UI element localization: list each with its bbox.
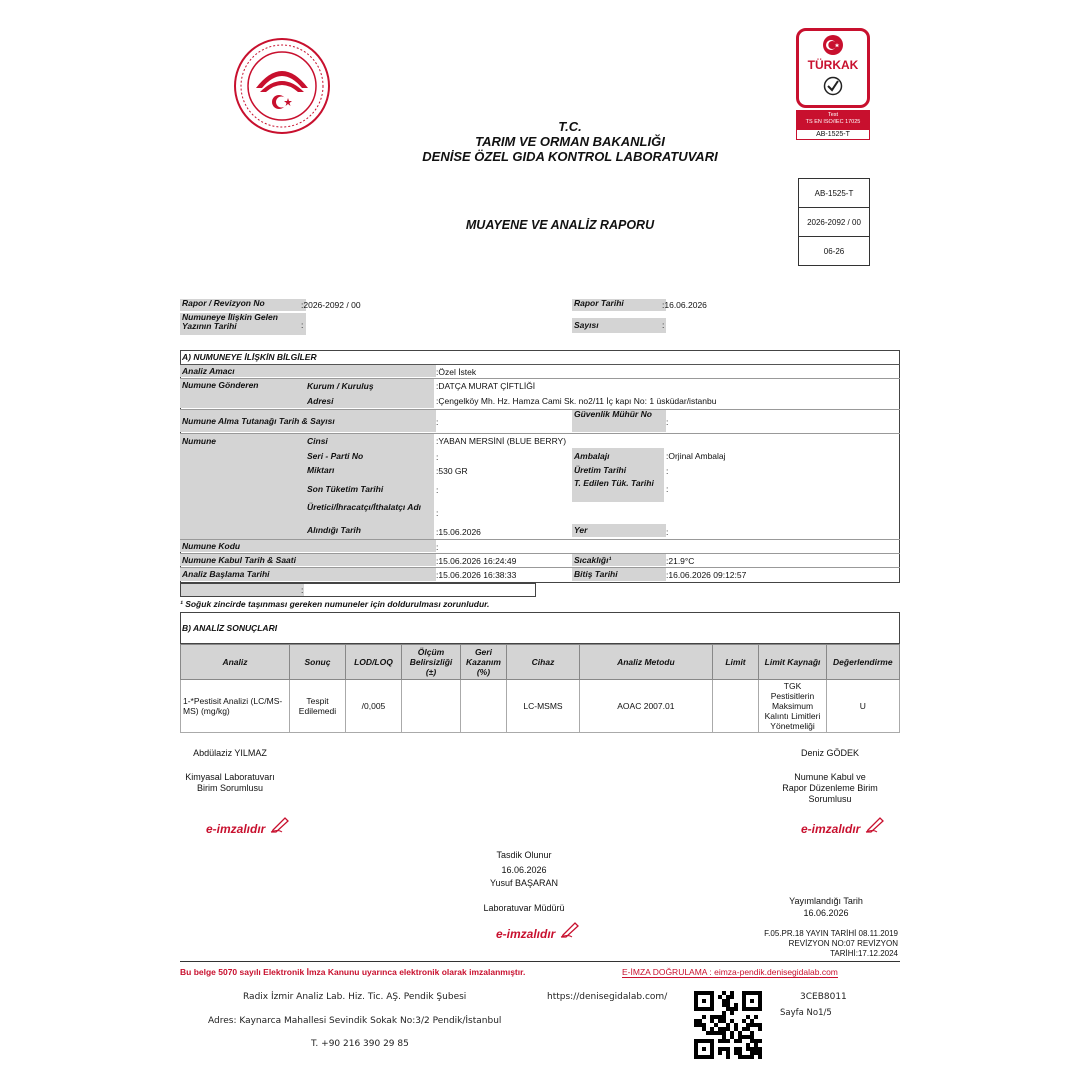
numune-kodu-label: Numune Kodu [180, 540, 436, 552]
cell-geri-kazanim [461, 680, 507, 733]
sicaklik-value: :21.9°C [666, 556, 695, 566]
pen-icon [560, 920, 580, 938]
miktar-label: Miktarı [307, 465, 335, 475]
revision-line3: TARİHİ:17.12.2024 [830, 949, 898, 958]
adres-label: Adresi [307, 396, 334, 406]
cell-analiz-metodu: AOAC 2007.01 [580, 680, 712, 733]
ref-report-no: 2026-2092 / 00 [798, 207, 870, 237]
company-phone: T. +90 216 390 29 85 [311, 1039, 409, 1049]
pen-icon [270, 815, 290, 833]
cell-lod-loq: /0,005 [345, 680, 401, 733]
left-signer-title2: Birim Sorumlusu [196, 783, 263, 793]
numune-label: Numune [182, 436, 216, 446]
letter-date-label: Numuneye İlişkin Gelen Yazının Tarihi [180, 313, 306, 335]
cinsi-value: :YABAN MERSİNİ (BLUE BERRY) [436, 436, 567, 446]
eimza-verify-link[interactable]: E-İMZA DOĞRULAMA : eimza-pendik.denisegidalab.com [622, 967, 838, 977]
bitis-value: :16.06.2026 09:12:57 [666, 570, 747, 580]
col-degerlendirme: Değerlendirme [826, 645, 899, 680]
col-sonuc: Sonuç [289, 645, 345, 680]
cell-limit [712, 680, 759, 733]
center-eimza-text: e-imzalıdır [496, 927, 556, 941]
letter-date-value: : [301, 320, 304, 330]
revision-line2: REVİZYON NO:07 REVİZYON [788, 939, 898, 948]
count-label: Sayısı [572, 318, 666, 333]
tasdik-label: Tasdik Olunur [496, 850, 552, 860]
uretici-label: Üretici/İhracatçı/İthalatçı Adı [307, 502, 421, 512]
center-eimza-stamp [496, 920, 580, 943]
report-date-label: Rapor Tarihi [572, 299, 666, 311]
kurum-label: Kurum / Kuruluş [307, 381, 374, 391]
results-table [180, 644, 900, 733]
center-signer-name: Yusuf BAŞARAN [489, 878, 559, 888]
yayim-date: 16.06.2026 [803, 908, 849, 918]
cell-limit-kaynagi: TGK Pestisitlerin Maksimum Kalıntı Limitleri Yönetmeliği [759, 680, 826, 733]
revision-info [700, 929, 898, 959]
uretim-value: : [666, 466, 669, 476]
miktar-value: :530 GR [436, 466, 468, 476]
turkak-test: Test [827, 112, 839, 118]
turkey-flag-icon [822, 34, 844, 56]
company-address: Adres: Kaynarca Mahallesi Sevindik Sokak No:3/2 Pendik/İstanbul [208, 1016, 502, 1026]
section-b-title: B) ANALİZ SONUÇLARI [182, 623, 278, 633]
right-signer-name: Deniz GÖDEK [800, 748, 860, 758]
yer-label: Yer [572, 524, 666, 537]
right-signer-title2: Rapor Düzenleme Birim [782, 783, 878, 793]
gonderen-label: Numune Gönderen [182, 380, 259, 390]
col-limit: Limit [712, 645, 759, 680]
checkmark-icon [823, 76, 843, 96]
adres-value: :Çengelköy Mh. Hz. Hamza Cami Sk. no2/11 İç kapı No: 1 üsküdar/istanbu [436, 396, 717, 406]
report-rev-value: :2026-2092 / 00 [301, 300, 361, 310]
left-signer-title1: Kimyasal Laboratuvarı [185, 772, 275, 782]
ambalaj-value: :Orjinal Ambalaj [666, 451, 726, 461]
report-rev-label: Rapor / Revizyon No [180, 299, 306, 311]
tutanak-label: Numune Alma Tutanağı Tarih & Sayısı [180, 410, 436, 432]
tc-heading: T.C. [558, 119, 582, 134]
kabul-label: Numune Kabul Tarih & Saati [180, 554, 436, 566]
turkak-name: TÜRKAK [807, 58, 859, 72]
cinsi-label: Cinsi [307, 436, 328, 446]
section-a-title: A) NUMUNEYE İLİŞKİN BİLGİLER [182, 352, 317, 362]
ambalaj-label: Ambalajı [574, 451, 610, 461]
right-eimza-text: e-imzalıdır [801, 822, 861, 836]
kurum-value: :DATÇA MURAT ÇİFTLİĞİ [436, 381, 536, 391]
muhur-label: Güvenlik Mühür No [572, 410, 666, 432]
cell-analiz: 1-*Pestisit Analizi (LC/MS-MS) (mg/kg) [181, 680, 290, 733]
cell-cihaz: LC-MSMS [506, 680, 579, 733]
tedilen-value: : [666, 484, 669, 494]
report-title: MUAYENE VE ANALİZ RAPORU [465, 218, 655, 232]
right-signer-title3: Sorumlusu [808, 794, 852, 804]
tasdik-date: 16.06.2026 [501, 865, 547, 875]
tedilen-label: T. Edilen Tük. Tarihi [574, 478, 654, 488]
col-cihaz: Cihaz [506, 645, 579, 680]
turkak-code: AB-1525-T [796, 129, 870, 140]
analiz-amaci-label: Analiz Amacı [180, 365, 436, 377]
analiz-amaci-value: :Özel İstek [436, 367, 477, 377]
table-row [181, 680, 900, 733]
cell-sonuc: Tespit Edilemedi [289, 680, 345, 733]
revision-line1: F.05.PR.18 YAYIN TARİHİ 08.11.2019 [764, 929, 898, 938]
extra-value: : [301, 585, 304, 595]
results-header-row [181, 645, 900, 680]
website-link[interactable]: https://denisegidalab.com/ [547, 992, 668, 1002]
col-lod-loq: LOD/LOQ [345, 645, 401, 680]
col-analiz: Analiz [181, 645, 290, 680]
lab-heading: DENİSE ÖZEL GIDA KONTROL LABORATUVARI [422, 149, 718, 164]
left-signer-name: Abdülaziz YILMAZ [193, 748, 267, 758]
company-name: Radix İzmir Analiz Lab. Hiz. Tic. AŞ. Pendik Şubesi [243, 992, 467, 1002]
turkak-standard: TS EN ISO/IEC 17025 [805, 119, 861, 125]
bitis-label: Bitiş Tarihi [572, 568, 666, 581]
tutanak-value: : [436, 417, 439, 427]
ministry-heading: TARIM VE ORMAN BAKANLIĞI [475, 134, 665, 149]
son-tuketim-label: Son Tüketim Tarihi [307, 484, 384, 494]
ref-accreditation: AB-1525-T [798, 178, 870, 208]
col-limit-kaynagi: Limit Kaynağı [759, 645, 826, 680]
alindigi-label: Alındığı Tarih [307, 525, 361, 535]
page-number: Sayfa No1/5 [780, 1008, 832, 1018]
document-code: 3CEB8011 [800, 992, 847, 1002]
right-signer-title1: Numune Kabul ve [794, 772, 866, 782]
muhur-value: : [666, 417, 669, 427]
footnote: ¹ Soğuk zincirde taşınması gereken numuneler için doldurulması zorunludur. [180, 599, 490, 609]
qr-code [694, 991, 762, 1059]
ref-period: 06-26 [798, 236, 870, 266]
son-tuketim-value: : [436, 485, 439, 495]
baslama-label: Analiz Başlama Tarihi [180, 568, 436, 581]
col-belirsizlik: Ölçüm Belirsizliği (±) [401, 645, 460, 680]
cell-degerlendirme: U [826, 680, 899, 733]
seri-label: Seri - Parti No [307, 451, 364, 461]
left-eimza-stamp [206, 815, 290, 838]
law-notice: Bu belge 5070 sayılı Elektronik İmza Kanunu uyarınca elektronik olarak imzalanmıştır. [180, 967, 526, 977]
kabul-value: :15.06.2026 16:24:49 [436, 556, 517, 566]
turkak-accreditation-logo [796, 28, 870, 140]
uretici-value: : [436, 508, 439, 518]
alindigi-value: :15.06.2026 [436, 527, 481, 537]
seri-value: : [436, 452, 439, 462]
center-signer-title: Laboratuvar Müdürü [483, 903, 565, 913]
report-date-value: :16.06.2026 [662, 300, 707, 310]
col-geri-kazanim: Geri Kazanım (%) [461, 645, 507, 680]
col-analiz-metodu: Analiz Metodu [580, 645, 712, 680]
ministry-seal-logo [232, 36, 332, 136]
yayim-label: Yayımlandığı Tarih [789, 896, 863, 906]
section-b-box [180, 612, 900, 644]
count-value: : [662, 320, 665, 330]
cell-belirsizlik [401, 680, 460, 733]
numune-kodu-value: : [436, 542, 439, 552]
baslama-value: :15.06.2026 16:38:33 [436, 570, 517, 580]
pen-icon [865, 815, 885, 833]
left-eimza-text: e-imzalıdır [206, 822, 266, 836]
right-eimza-stamp [801, 815, 885, 838]
sicaklik-label: Sıcaklığı¹ [572, 554, 666, 566]
yer-value: : [666, 527, 669, 537]
uretim-label: Üretim Tarihi [574, 465, 627, 475]
